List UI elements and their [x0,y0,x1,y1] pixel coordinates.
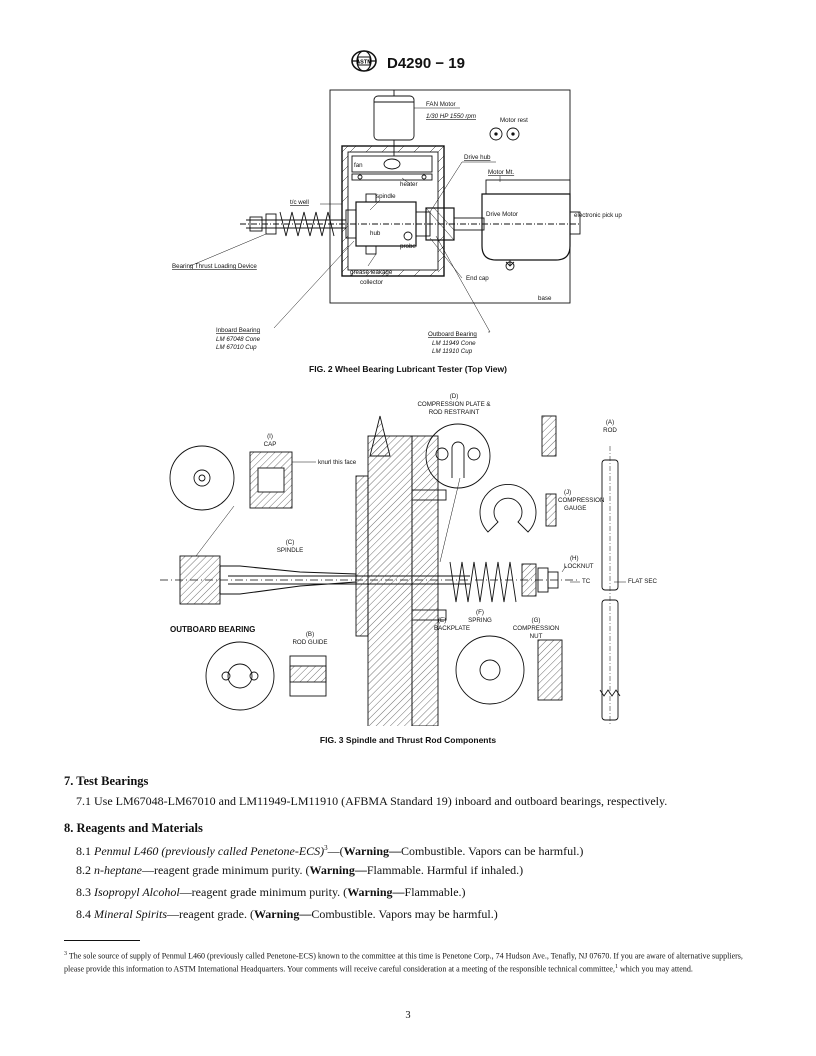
label-hp-rpm: 1/30 HP 1550 rpm [426,113,476,120]
label-inboard-bearing: Inboard Bearing [216,327,261,334]
label-a-name: ROD [603,427,617,434]
label-f-name: SPRING [468,617,492,624]
footnote-ref: 3 [324,844,328,852]
label-tc-well: t/c well [290,199,309,206]
section-7-title: 7. Test Bearings [64,774,149,788]
label-spindle: spindle [376,193,396,200]
warning-label: Warning— [253,907,312,921]
label-g-name2: NUT [529,633,543,640]
label-d-name2: ROD RESTRAINT [428,409,480,416]
section-7-1-text: 7.1 Use LM67048-LM67010 and LM11949-LM11910 (AFBMA Standard 19) inboard and outboard bearings, respectively. [76,794,668,808]
label-inboard-cone: LM 67048 Cone [216,336,261,343]
footnote-mark: 3 [64,951,67,957]
svg-text:ASTM: ASTM [356,59,372,66]
item-term: Penmul L460 (previously called Penetone-ECS) [94,844,325,858]
label-bearing-thrust: Bearing Thrust Loading Device [172,263,257,270]
item-number: 8.2 [76,863,91,877]
label-j-code: (J) [564,489,572,496]
footnote-rule [64,940,140,941]
label-flat-sec: FLAT SEC [628,578,657,585]
item-text: Combustible. Vapors can be harmful.) [401,844,584,858]
label-outboard-bearing-bold: OUTBOARD BEARING [170,625,256,634]
label-j-name1: COMPRESSION [558,497,605,504]
label-fan-motor: FAN Motor [426,101,456,108]
item-text: Combustible. Vapors may be harmful.) [311,907,498,921]
figure-2-caption: FIG. 2 Wheel Bearing Lubricant Tester (Top View) [309,364,507,374]
item-term: Mineral Spirits [94,907,168,921]
label-heater: heater [400,181,418,188]
footnote-text: The sole source of supply of Penmul L460 (previously called Penetone-ECS) known to the committee at this time is Penetone Corp., 74 Hudson Ave., Tenafly, NJ 07670. If you are aware of alternative suppliers, please provide this information to ASTM International Headquarters. Your comments will receive careful consideration at a meeting of the responsible technical committee, [64,951,743,974]
item-number: 8.1 [76,844,91,858]
item-number: 8.3 [76,885,91,899]
label-electronic-pickup: electronic pick up [574,212,622,219]
item-term: Isopropyl Alcohol [94,885,180,899]
footnote-ref-1: 1 [614,963,618,970]
warning-label: Warning— [343,844,402,858]
figure-3-drawing [150,386,670,726]
document-designation: D4290 − 19 [387,55,465,72]
label-end-cap: End cap [466,275,489,282]
label-c-name: SPINDLE [276,547,304,554]
label-outboard-cup: LM 11910 Cup [432,348,473,355]
item-dash: —reagent grade minimum purity. ( [141,863,310,877]
page-number: 3 [405,1010,411,1021]
figure-3-caption: FIG. 3 Spindle and Thrust Rod Components [319,735,497,745]
label-a-code: (A) [605,419,615,426]
label-drive-motor: Drive Motor [486,211,518,218]
label-b-name: ROD GUIDE [292,639,328,646]
section-8-title: 8. Reagents and Materials [64,821,203,835]
section-8-1 [76,841,776,859]
label-hub: hub [370,230,381,237]
label-i-name: CAP [263,441,277,448]
label-h-code: (H) [570,555,579,562]
section-8-2 [76,863,776,878]
label-fan: fan [354,162,363,169]
label-e-code: (E) [438,617,447,624]
item-dash: —reagent grade minimum purity. ( [179,885,348,899]
item-number: 8.4 [76,907,91,921]
item-dash: —reagent grade. ( [167,907,254,921]
warning-label: Warning— [347,885,405,899]
label-base: base [538,295,552,302]
label-g-name1: COMPRESSION [512,625,560,632]
label-d-code: (D) [449,393,459,400]
label-collector: collector [360,279,384,286]
label-b-code: (B) [305,631,315,638]
item-term: n-heptane [94,863,142,877]
label-grease-leakage: grease leakage [350,269,393,276]
footnote-3 [64,949,754,974]
label-h-name: LOCKNUT [564,563,594,570]
figure-2-drawing [170,86,650,356]
label-knurl: knurl this face [318,459,357,466]
section-8-3 [76,885,776,900]
footnote-tail: which you may attend. [617,964,693,974]
warning-label: Warning— [309,863,367,877]
label-i-code: (I) [267,433,273,440]
label-outboard-cone: LM 11949 Cone [432,340,476,347]
astm-logo-icon [351,50,377,77]
label-outboard-bearing: Outboard Bearing [428,331,477,338]
label-e-name: BACKPLATE [434,625,470,632]
label-d-name1: COMPRESSION PLATE & [417,401,491,408]
label-probe: probe [400,243,416,250]
label-c-code: (C) [285,539,295,546]
item-dash: —( [327,844,344,858]
label-motor-rest: Motor rest [500,117,528,124]
label-drive-hub: Drive hub [464,154,491,161]
label-tc: TC [582,578,591,585]
item-text: Flammable.) [404,885,466,899]
section-8-4 [76,907,776,922]
label-motor-mt: Motor Mt. [488,169,515,176]
label-j-name2: GAUGE [564,505,587,512]
label-f-code: (F) [476,609,484,616]
label-inboard-cup: LM 67010 Cup [216,344,257,351]
page-header [0,50,816,77]
item-text: Flammable. Harmful if inhaled.) [366,863,524,877]
label-g-code: (G) [531,617,541,624]
